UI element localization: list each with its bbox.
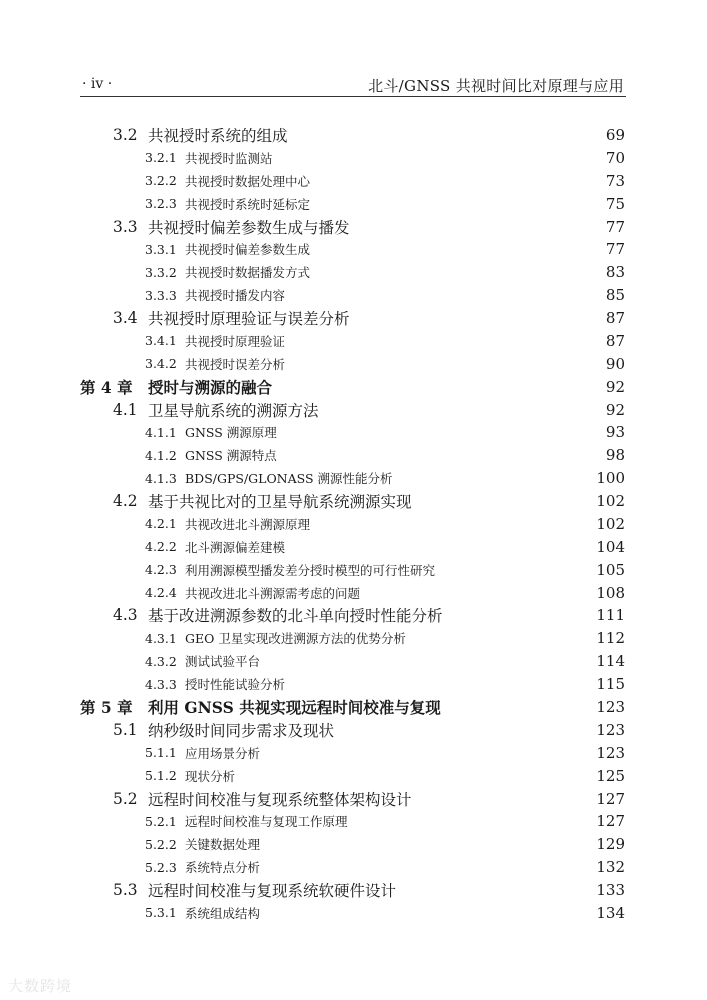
toc-entry-page: 115 — [596, 675, 625, 694]
toc-entry-sub[interactable] — [145, 238, 625, 260]
toc-entry-title: GNSS 溯源特点 — [185, 448, 277, 464]
toc-entry-title: 现状分析 — [185, 768, 236, 784]
toc-entry-sub[interactable] — [145, 170, 625, 192]
toc-entry-title: 利用 GNSS 共视实现远程时间校准与复现 — [148, 698, 441, 717]
toc-entry-page: 77 — [605, 217, 625, 236]
toc-entry-number: 3.3.2 — [145, 264, 177, 280]
toc-entry-page: 69 — [605, 126, 625, 144]
dot-leader — [316, 170, 604, 192]
toc-entry-section[interactable] — [113, 719, 625, 741]
toc-entry-title: 共视改进北斗溯源需考虑的问题 — [185, 585, 361, 601]
toc-entry-number: 4.3.2 — [145, 653, 177, 669]
toc-entry-title: 北斗溯源偏差建模 — [185, 539, 286, 555]
dot-leader — [283, 421, 604, 443]
toc-entry-page: 87 — [605, 331, 625, 350]
toc-entry-page: 114 — [596, 652, 625, 671]
toc-entry-page: 125 — [596, 766, 625, 785]
toc-entry-number: 4.3.3 — [145, 676, 177, 692]
toc-entry-title: 系统特点分析 — [185, 860, 261, 876]
toc-entry-page: 90 — [605, 354, 625, 373]
toc-entry-number: 5.1.2 — [145, 768, 177, 784]
dot-leader — [291, 536, 594, 558]
toc-entry-sub[interactable] — [145, 856, 625, 878]
dot-leader — [340, 719, 594, 741]
toc-entry-number: 4.2.4 — [145, 585, 177, 601]
dot-leader — [279, 147, 604, 169]
dot-leader — [449, 604, 595, 626]
toc-entry-page: 123 — [596, 743, 625, 762]
toc-entry-sub[interactable] — [145, 513, 625, 535]
toc-entry-page: 70 — [605, 148, 625, 167]
toc-entry-title: 利用溯源模型播发差分授时模型的可行性研究 — [185, 562, 436, 578]
toc-entry-sub[interactable] — [145, 193, 625, 215]
dot-leader — [266, 650, 594, 672]
toc-entry-number: 3.3.3 — [145, 287, 177, 303]
toc-entry-number: 3.2.1 — [145, 150, 177, 166]
dot-leader — [266, 742, 594, 764]
toc-entry-sub[interactable] — [145, 261, 625, 283]
toc-entry-title: GEO 卫星实现改进溯源方法的优势分析 — [185, 631, 406, 647]
toc-entry-title: 共视授时原理验证与误差分析 — [148, 310, 350, 329]
dot-leader — [291, 353, 604, 375]
toc-entry-number: 3.2.2 — [145, 173, 177, 189]
toc-entry-sub[interactable] — [145, 467, 625, 489]
toc-entry-page: 104 — [596, 537, 625, 556]
toc-entry-chapter[interactable] — [80, 696, 625, 718]
toc-entry-title: 共视授时数据播发方式 — [185, 265, 311, 281]
toc-entry-title: 远程时间校准与复现系统整体架构设计 — [148, 790, 412, 809]
toc-entry-title: 共视授时系统的组成 — [148, 127, 288, 145]
toc-entry-title: 共视授时系统时延标定 — [185, 196, 311, 212]
toc-entry-number: 5.2.1 — [145, 813, 177, 829]
toc-entry-title: 共视授时监测站 — [185, 150, 273, 166]
toc-entry-title: 共视改进北斗溯源原理 — [185, 516, 311, 532]
toc-entry-sub[interactable] — [145, 810, 625, 832]
toc-entry-page: 93 — [605, 423, 625, 442]
toc-entry-number: 4.3 — [113, 606, 138, 625]
toc-entry-title: 纳秒级时间同步需求及现状 — [148, 721, 335, 740]
toc-entry-page: 134 — [596, 903, 625, 922]
toc-entry-section[interactable] — [113, 307, 625, 329]
toc-entry-page: 85 — [605, 286, 625, 305]
dot-leader — [447, 696, 595, 718]
toc-entry-number: 4.2.2 — [145, 539, 177, 555]
toc-entry-title: 卫星导航系统的溯源方法 — [148, 401, 319, 420]
toc-entry-section[interactable] — [113, 604, 625, 626]
book-title: 北斗/GNSS 共视时间比对原理与应用 — [368, 77, 624, 95]
page-number: · iv · — [82, 76, 113, 92]
toc-entry-title: 远程时间校准与复现工作原理 — [185, 814, 348, 830]
dot-leader — [316, 193, 604, 215]
toc-entry-sub[interactable] — [145, 673, 625, 695]
toc-entry-sub[interactable] — [145, 444, 625, 466]
toc-entry-title: 授时与溯源的融合 — [148, 377, 273, 397]
toc-entry-page: 133 — [596, 881, 625, 900]
toc-entry-chapter[interactable] — [80, 376, 625, 398]
toc-entry-number: 4.1 — [113, 400, 138, 419]
dot-leader — [399, 467, 595, 489]
toc-entry-number: 5.2 — [113, 789, 138, 808]
toc-entry-title: 共视授时原理验证 — [185, 333, 286, 349]
toc-entry-number: 4.1.3 — [145, 470, 177, 486]
toc-entry-number: 5.3.1 — [145, 905, 177, 921]
dot-leader — [316, 513, 594, 535]
toc-entry-page: 100 — [596, 469, 625, 488]
toc-entry-title: 应用场景分析 — [185, 745, 261, 761]
toc-entry-page: 123 — [596, 698, 625, 716]
toc-entry-section[interactable] — [113, 399, 625, 421]
watermark: 大数跨境 — [8, 977, 73, 995]
dot-leader — [266, 833, 594, 855]
toc-entry-sub[interactable] — [145, 582, 625, 604]
dot-leader — [356, 307, 604, 329]
toc-entry-section[interactable] — [113, 490, 625, 512]
toc-entry-number: 3.3 — [113, 217, 138, 236]
toc-entry-title: 基于改进溯源参数的北斗单向授时性能分析 — [148, 607, 443, 626]
toc-entry-page: 127 — [596, 789, 625, 808]
dot-leader — [402, 879, 594, 901]
dot-leader — [291, 330, 604, 352]
toc-entry-sub[interactable] — [145, 765, 625, 787]
toc-entry-sub[interactable] — [145, 902, 625, 924]
dot-leader — [418, 788, 595, 810]
dot-leader — [316, 261, 604, 283]
toc-entry-number: 3.4 — [113, 309, 138, 328]
toc-entry-sub[interactable] — [145, 559, 625, 581]
toc-entry-title: 共视授时误差分析 — [185, 356, 286, 372]
dot-leader — [441, 559, 594, 581]
toc-entry-page: 92 — [605, 377, 625, 396]
toc-entry-number: 第 5 章 — [80, 698, 133, 717]
toc-entry-sub[interactable] — [145, 742, 625, 764]
toc-entry-section[interactable] — [113, 216, 625, 238]
toc-entry-number: 3.2.3 — [145, 196, 177, 212]
toc-entry-title: 系统组成结构 — [185, 905, 261, 921]
toc-entry-number: 3.3.1 — [145, 241, 177, 257]
toc-entry-title: 共视授时偏差参数生成与播发 — [148, 218, 350, 237]
toc-entry-section[interactable] — [113, 788, 625, 810]
toc-entry-page: 75 — [605, 194, 625, 213]
toc-entry-sub[interactable] — [145, 353, 625, 375]
toc-entry-sub[interactable] — [145, 330, 625, 352]
toc-entry-number: 3.4.2 — [145, 356, 177, 372]
toc-entry-page: 129 — [596, 835, 625, 854]
toc-entry-title: 远程时间校准与复现系统软硬件设计 — [148, 882, 397, 901]
toc-entry-page: 87 — [605, 309, 625, 328]
toc-entry-title: 共视授时播发内容 — [185, 288, 286, 304]
toc-entry-number: 5.2.3 — [145, 859, 177, 875]
toc-entry-sub[interactable] — [145, 650, 625, 672]
toc-entry-number: 4.3.1 — [145, 630, 177, 646]
toc-entry-title: 测试试验平台 — [185, 654, 261, 670]
toc-entry-number: 4.2 — [113, 492, 138, 511]
toc-entry-page: 112 — [596, 629, 625, 648]
dot-leader — [291, 284, 604, 306]
toc-entry-number: 5.2.2 — [145, 836, 177, 852]
toc-entry-number: 3.4.1 — [145, 333, 177, 349]
toc-entry-page: 77 — [605, 240, 625, 259]
toc-entry-number: 5.3 — [113, 881, 138, 900]
dot-leader — [418, 490, 595, 512]
toc-entry-sub[interactable] — [145, 147, 625, 169]
dot-leader — [294, 124, 604, 146]
toc-entry-section[interactable] — [113, 124, 625, 146]
toc-entry-sub[interactable] — [145, 536, 625, 558]
dot-leader — [412, 627, 595, 649]
dot-leader — [325, 399, 604, 421]
toc-entry-title: 共视授时偏差参数生成 — [185, 242, 311, 258]
running-header — [80, 74, 626, 97]
dot-leader — [354, 810, 595, 832]
dot-leader — [241, 765, 594, 787]
toc-entry-number: 4.2.3 — [145, 562, 177, 578]
dot-leader — [283, 444, 604, 466]
toc-entry-title: 共视授时数据处理中心 — [185, 173, 311, 189]
toc-entry-section[interactable] — [113, 879, 625, 901]
toc-entry-page: 132 — [596, 858, 625, 877]
dot-leader — [278, 376, 604, 398]
toc-entry-page: 92 — [605, 400, 625, 419]
dot-leader — [356, 216, 604, 238]
dot-leader — [366, 582, 594, 604]
toc-entry-page: 102 — [596, 514, 625, 533]
dot-leader — [316, 238, 604, 260]
toc-entry-number: 第 4 章 — [80, 377, 133, 397]
dot-leader — [291, 673, 594, 695]
toc-entry-sub[interactable] — [145, 421, 625, 443]
toc-entry-page: 102 — [596, 492, 625, 511]
toc-entry-title: BDS/GPS/GLONASS 溯源性能分析 — [185, 471, 393, 487]
toc-entry-page: 111 — [596, 606, 625, 625]
toc-entry-title: 基于共视比对的卫星导航系统溯源实现 — [148, 493, 412, 512]
toc-entry-page: 127 — [596, 812, 625, 831]
toc-entry-number: 4.1.2 — [145, 447, 177, 463]
toc-entry-sub[interactable] — [145, 284, 625, 306]
toc-entry-page: 123 — [596, 720, 625, 739]
toc-entry-page: 73 — [605, 171, 625, 190]
dot-leader — [266, 856, 594, 878]
toc-entry-page: 105 — [596, 560, 625, 579]
toc-entry-number: 4.2.1 — [145, 516, 177, 532]
toc-entry-title: 关键数据处理 — [185, 837, 261, 853]
toc-entry-page: 108 — [596, 583, 625, 602]
toc-entry-page: 98 — [605, 446, 625, 465]
toc-entry-number: 3.2 — [113, 126, 138, 144]
dot-leader — [266, 902, 594, 924]
toc-entry-title: GNSS 溯源原理 — [185, 425, 277, 441]
toc-entry-sub[interactable] — [145, 833, 625, 855]
toc-entry-number: 5.1 — [113, 720, 138, 739]
toc-entry-title: 授时性能试验分析 — [185, 677, 286, 693]
toc-entry-number: 5.1.1 — [145, 745, 177, 761]
toc-entry-sub[interactable] — [145, 627, 625, 649]
toc-entry-number: 4.1.1 — [145, 424, 177, 440]
toc-entry-page: 83 — [605, 263, 625, 282]
